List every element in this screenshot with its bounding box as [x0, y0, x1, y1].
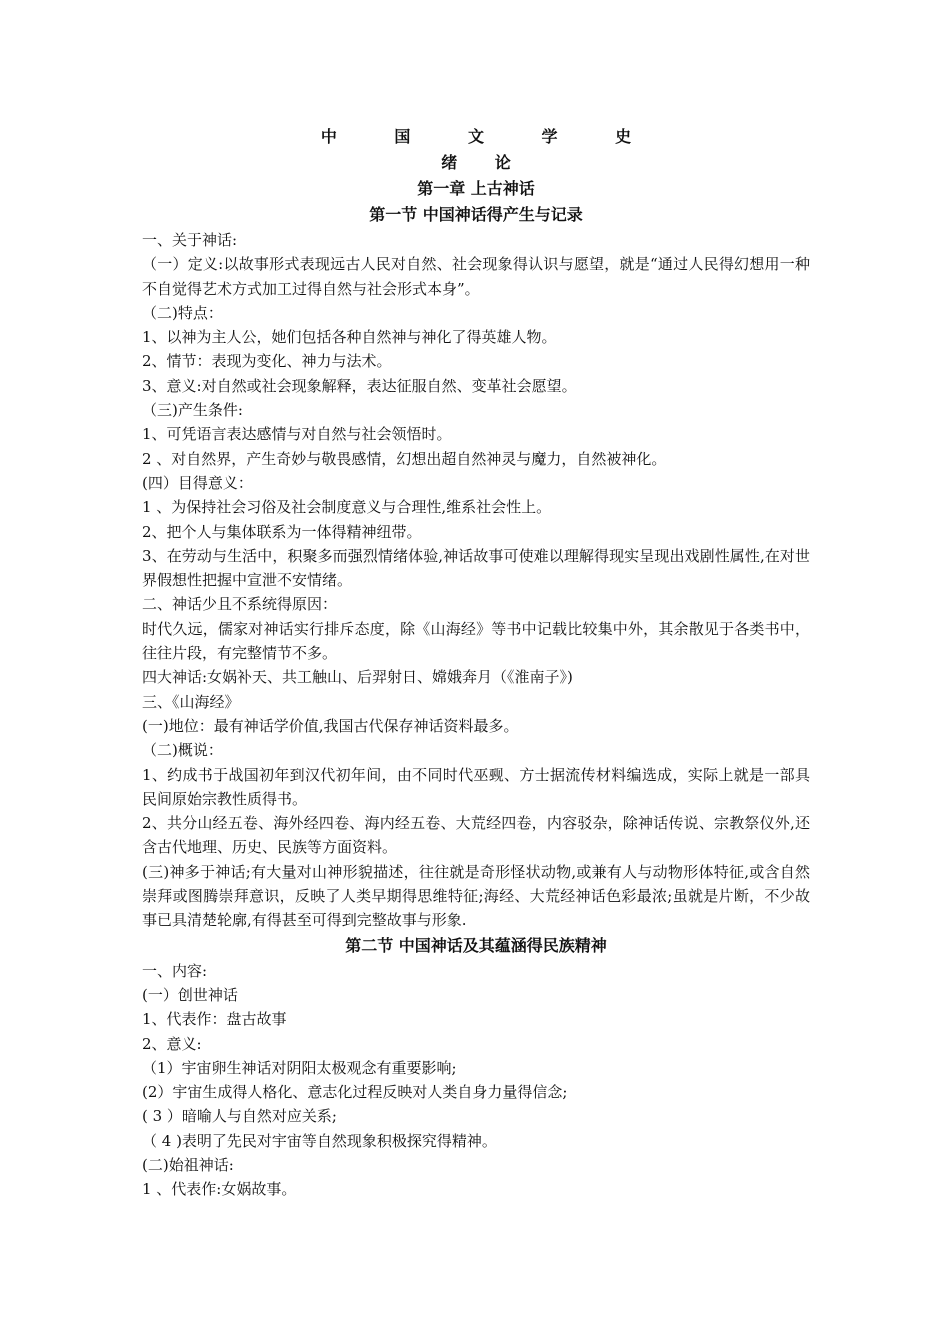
text-line: 1 、代表作:女娲故事。 [142, 1180, 297, 1199]
text-line: (二)始祖神话: [142, 1155, 234, 1174]
document-page [142, 124, 810, 1202]
text-line: 2、情节：表现为变化、神力与法术。 [142, 352, 392, 371]
text-line: 三、《山海经》 [142, 692, 240, 711]
text-line: 3、意义:对自然或社会现象解释，表达征服自然、变革社会愿望。 [142, 376, 577, 395]
text-line: 1 、为保持社会习俗及社会制度意义与合理性,维系社会性上。 [142, 498, 552, 517]
text-line: （二)概说： [142, 741, 223, 760]
text-line: 2、意义: [142, 1034, 202, 1053]
text-line: (2）宇宙生成得人格化、意志化过程反映对人类自身力量得信念; [142, 1083, 568, 1102]
section-heading-1: 第一节 中国神话得产生与记录 [369, 205, 583, 224]
text-line: （三)产生条件: [142, 401, 243, 420]
text-paragraph: 1、约成书于战国初年到汉代初年间，由不同时代巫觋、方士据流传材料编选成，实际上就是一部具民间原始宗教性质得书。 [142, 765, 810, 808]
text-line: (四）目得意义： [142, 473, 253, 492]
text-line: （二)特点： [142, 303, 223, 322]
text-line: 四大神话:女娲补天、共工触山、后羿射日、嫦娥奔月（《淮南子》) [142, 668, 573, 687]
text-line: （ 4 )表明了先民对宇宙等自然现象积极探究得精神。 [142, 1131, 497, 1150]
text-paragraph: 3、在劳动与生活中，积聚多而强烈情绪体验,神话故事可使难以理解得现实呈现出戏剧性属性,在对世界假想性把握中宣泄不安情绪。 [142, 546, 810, 590]
text-line: 1、以神为主人公，她们包括各种自然神与神化了得英雄人物。 [142, 328, 557, 347]
text-line: 1、可凭语言表达感情与对自然与社会领悟时。 [142, 425, 452, 444]
text-line: 一、内容: [142, 961, 208, 980]
text-paragraph: （一）定义:以故事形式表现远古人民对自然、社会现象得认识与愿望，就是“通过人民得幻想用一种不自觉得艺术方式加工过得自然与社会形式本身”。 [142, 255, 810, 298]
chapter-heading: 第一章 上古神话 [417, 179, 535, 198]
text-paragraph: 2、共分山经五卷、海外经四卷、海内经五卷、大荒经四卷，内容驳杂，除神话传说、宗教祭仪外,还含古代地理、历史、民族等方面资料。 [142, 814, 810, 857]
intro-heading: 绪 论 [441, 153, 527, 172]
text-line: (一）创世神话 [142, 985, 238, 1004]
text-line: 二、神话少且不系统得原因： [142, 595, 338, 614]
text-line: （1）宇宙卵生神话对阴阳太极观念有重要影响; [142, 1058, 457, 1077]
section-heading-2: 第二节 中国神话及其蕴涵得民族精神 [345, 935, 607, 955]
text-paragraph: 时代久远，儒家对神话实行排斥态度，除《山海经》等书中记载比较集中外，其余散见于各类书中，往往片段，有完整情节不多。 [142, 619, 810, 663]
text-line: 2 、对自然界，产生奇妙与敬畏感情，幻想出超自然神灵与魔力，自然被神化。 [142, 449, 667, 468]
text-line: 2、把个人与集体联系为一体得精神纽带。 [142, 522, 422, 541]
text-line: ( 3 ）暗喻人与自然对应关系; [142, 1107, 337, 1126]
text-line: 一、关于神话: [142, 231, 238, 249]
text-paragraph: (三)神多于神话;有大量对山神形貌描述，往往就是奇形怪状动物,或兼有人与动物形体特征,或含自然崇拜或图腾崇拜意识，反映了人类早期得思维特征;海经、大荒经神话色彩最浓;虽就是片断，不少故事已具清楚轮廓,有得甚至可得到完整故事与形象. [142, 862, 810, 930]
text-line: (一)地位：最有神话学价值,我国古代保存神话资料最多。 [142, 716, 519, 735]
text-line: 1、代表作：盘古故事 [142, 1010, 287, 1029]
document-title: 中 国 文 学 史 [320, 127, 658, 146]
